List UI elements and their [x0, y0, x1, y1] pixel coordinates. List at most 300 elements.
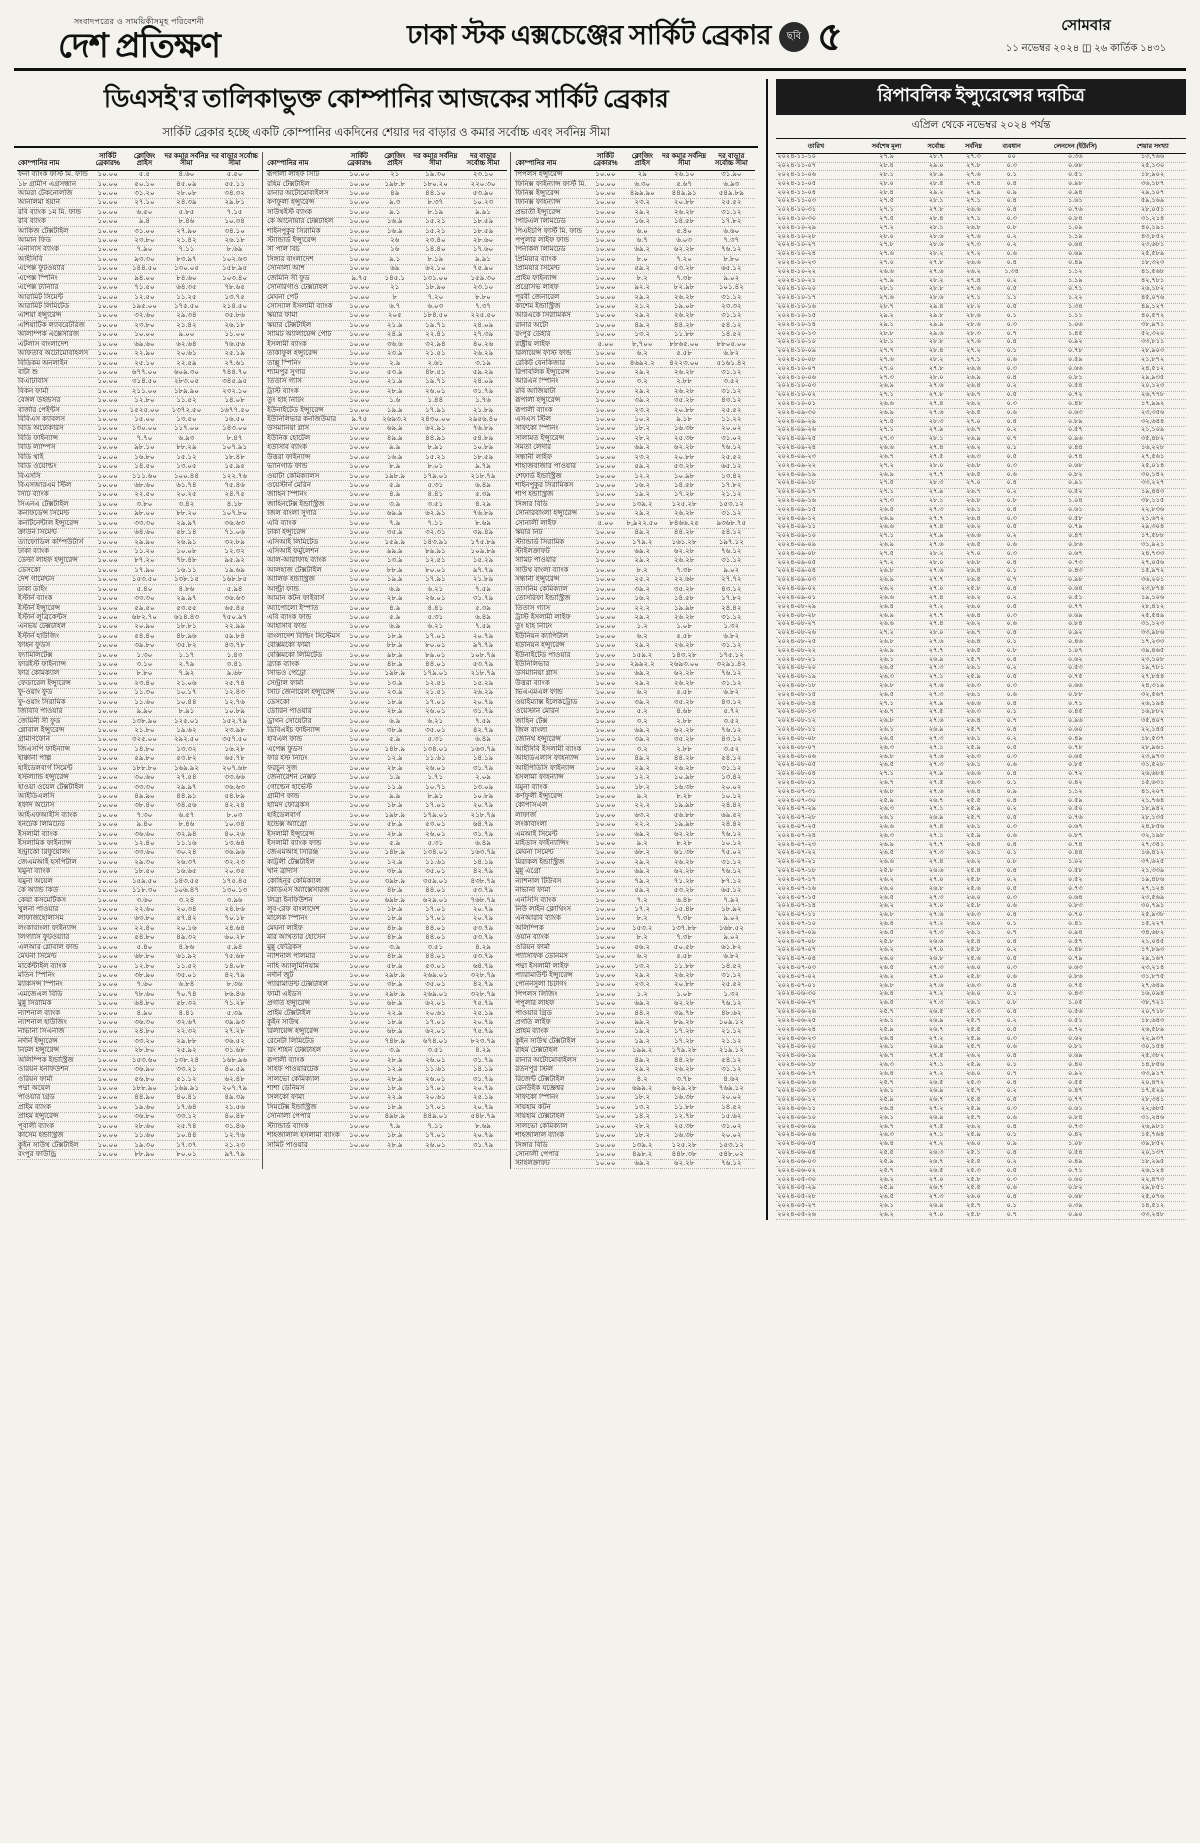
- table-row: [17, 801, 259, 810]
- cell-value: ১৯,৪৪৩: [1119, 488, 1186, 497]
- table-row: [17, 745, 259, 754]
- cell-company: এবি ব্যাংক ফান্ড: [266, 613, 341, 622]
- cell-value: ১০.০০: [89, 236, 126, 245]
- cell-value: ১৩৭২.৫০: [163, 406, 210, 415]
- table-row: [266, 547, 507, 556]
- cell-value: ২৭.৩: [955, 241, 992, 250]
- cell-value: ৩৩,২২৭: [1119, 479, 1186, 488]
- cell-value: ২৫.৭: [955, 1202, 992, 1211]
- cell-value: ০.৭২: [1031, 391, 1119, 400]
- cell-value: ৩৯.৪৯: [459, 528, 507, 537]
- table-row: [514, 1056, 755, 1065]
- table-row: [266, 1065, 507, 1074]
- cell-value: ১৮৪.৫০: [412, 311, 459, 320]
- cell-value: ৬.৪৯: [459, 481, 507, 490]
- cell-value: ০.৮৪: [1031, 1114, 1119, 1123]
- cell-value: ২৮.৯: [378, 1075, 412, 1084]
- table-row: [266, 1018, 507, 1027]
- cell-value: ১০.০০: [587, 1009, 623, 1018]
- cell-value: ২৭,৫৬১: [1119, 453, 1186, 462]
- cell-value: ১০.০০: [587, 688, 623, 697]
- cell-value: ৩১.৭৯: [459, 707, 507, 716]
- cell-value: ০.৬৪: [1031, 585, 1119, 594]
- cell-value: ২৬.২: [955, 620, 992, 629]
- cell-date: ২০২৪-০৬-১৯: [776, 1052, 855, 1061]
- cell-value: ৪৫.০৯: [163, 179, 210, 188]
- cell-value: ১০.০০: [587, 208, 623, 217]
- cell-value: ২৭.৭: [917, 576, 955, 585]
- cell-date: ২০২৪-০৭-২৩: [776, 841, 855, 850]
- cell-value: ২৬.৮: [955, 559, 992, 568]
- cell-value: ১১.৬১: [412, 858, 459, 867]
- cell-value: ১.১২: [1031, 268, 1119, 277]
- cell-value: ৬৭৪.০১: [412, 1037, 459, 1046]
- table-row: [776, 1211, 1186, 1220]
- cell-value: ১৬৭৭.৫০: [210, 406, 259, 415]
- cell-value: ২৫.৮: [856, 867, 918, 876]
- table-row: [17, 274, 259, 283]
- cell-value: ১০.০০: [341, 990, 378, 999]
- cell-value: ১০.০০: [587, 1018, 623, 1027]
- cell-company: রহিম টেক্সটাইল: [266, 179, 341, 188]
- cell-value: ১০.০০: [341, 726, 378, 735]
- cell-value: ৪৪.৯০: [126, 1093, 163, 1102]
- cell-value: ২৭.২: [917, 1105, 955, 1114]
- cell-company: রূপালী ব্যাংক: [266, 1056, 341, 1065]
- cell-company: রানার অটোমোবাইলস: [514, 1056, 587, 1065]
- cell-value: ১০.০০: [89, 302, 126, 311]
- cell-value: ১৫৩.১২: [707, 1140, 755, 1149]
- cell-value: ২০,৪৭২: [1119, 1079, 1186, 1088]
- col-low: সর্বনিম্ন: [955, 143, 992, 153]
- cell-company: শাইনপুকুর সিরামিকস: [514, 481, 587, 490]
- cell-value: ৭৬৯.১২: [707, 1084, 755, 1093]
- cell-date: ২০২৪-০৯-০৪: [776, 567, 855, 576]
- cell-value: ৩.৫২: [707, 716, 755, 725]
- cell-value: ১৫,২২৭: [1119, 920, 1186, 929]
- cell-value: ২৬.৬: [856, 823, 918, 832]
- cell-company: অলিম্পিক ইন্ডাস্ট্রিজ: [17, 1056, 89, 1065]
- cell-company: ইসলামী ফাইন্যান্স: [514, 773, 587, 782]
- cell-company: ইস্টার্ন হাউজিং: [17, 632, 89, 641]
- cell-value: ২৮.৯: [378, 830, 412, 839]
- cell-value: ২৬.১: [856, 1114, 918, 1123]
- cell-value: ২৬.২: [955, 268, 992, 277]
- cell-value: ৩১৪.৫০: [126, 377, 163, 386]
- cell-value: ০.৬: [992, 1184, 1031, 1193]
- cell-value: ২৯.২: [624, 764, 661, 773]
- cell-value: ১১৭.০০: [163, 424, 210, 433]
- cell-value: ৬৯.২: [624, 1159, 661, 1168]
- table-row: [776, 656, 1186, 665]
- cell-value: ১৮.২: [624, 1131, 661, 1140]
- cell-value: ২৬.০১: [412, 1140, 459, 1149]
- cell-value: ২৭.০: [917, 1175, 955, 1184]
- cell-company: সামিট পাওয়ার: [514, 556, 587, 565]
- cell-date: ২০২৪-১০-২১: [776, 277, 855, 286]
- cell-date: ২০২৪-০৬-২৬: [776, 1008, 855, 1017]
- table-row: [266, 858, 507, 867]
- cell-value: ৬২.৪৮: [210, 1075, 259, 1084]
- cell-value: ২৭.৫: [917, 1052, 955, 1061]
- cell-value: ২৬.৬: [955, 206, 992, 215]
- cell-company: এমজেএল বিডি: [17, 990, 89, 999]
- cell-value: ১০.০০: [587, 528, 623, 537]
- table-row: [514, 707, 755, 716]
- cell-value: ২৬.২৮: [661, 764, 708, 773]
- cell-value: ৫৯.২: [624, 886, 661, 895]
- cell-date: ২০২৪-১০-০৭: [776, 365, 855, 374]
- cell-company: ইসলামী ব্যাংক: [266, 340, 341, 349]
- cell-value: ০.৬২: [1031, 656, 1119, 665]
- cell-value: ১৪.১৯: [459, 1065, 507, 1074]
- cell-value: ৪.২৯: [459, 1046, 507, 1055]
- cell-value: ২৭.০: [917, 902, 955, 911]
- cell-value: ২৭.৭: [917, 841, 955, 850]
- cell-value: ০.৪৪: [1031, 444, 1119, 453]
- table-row: [776, 365, 1186, 374]
- cell-value: ৪০.৪৮: [210, 1112, 259, 1121]
- cell-value: ২১.১২: [707, 1037, 755, 1046]
- cell-value: ৮০.০১: [163, 1150, 210, 1159]
- cell-value: ২৮.১: [917, 197, 955, 206]
- cell-value: ৯.৯০: [126, 707, 163, 716]
- cell-value: ২৭.৪: [917, 400, 955, 409]
- cell-value: ২৭,৬৪৯: [1119, 982, 1186, 991]
- cell-value: ২৬.৪: [856, 990, 918, 999]
- cell-value: ১৮.৯: [378, 801, 412, 810]
- cell-value: ২৬.০: [955, 603, 992, 612]
- table-row: [776, 823, 1186, 832]
- cell-value: ০.৮২: [1031, 1184, 1119, 1193]
- cell-date: ২০২৪-০৭-১৮: [776, 867, 855, 876]
- cell-value: ৫৪.৪০: [126, 632, 163, 641]
- cell-value: ৬৫.৭৮: [210, 754, 259, 763]
- table-row: [17, 255, 259, 264]
- table-row: [17, 716, 259, 725]
- cell-value: ২৮.১: [917, 497, 955, 506]
- cell-date: ২০২৪-১০-০৮: [776, 356, 855, 365]
- cell-company: কাশেম ইন্ডাস্ট্রিজ: [514, 302, 587, 311]
- cell-value: ৪.৪১: [412, 603, 459, 612]
- table-row: [776, 1070, 1186, 1079]
- cell-date: ২০২৪-০৯-১২: [776, 515, 855, 524]
- col-ceiling: দর বাড়ার সর্বোচ্চ সীমা: [459, 152, 507, 170]
- cell-value: ০.৪৭: [1031, 1087, 1119, 1096]
- cell-value: ১০.০০: [587, 311, 623, 320]
- table-row: [776, 779, 1186, 788]
- cell-value: ১০৭.৯১: [210, 443, 259, 452]
- cell-value: ৬২.২৮: [661, 443, 708, 452]
- table-row: [17, 971, 259, 980]
- cell-value: ৫৩.৭৯: [459, 952, 507, 961]
- cell-value: ১০.০০: [587, 858, 623, 867]
- cell-value: ২৬.৯: [856, 611, 918, 620]
- cell-value: ১০.০০: [587, 603, 623, 612]
- cell-value: ২৮.১: [856, 285, 918, 294]
- table-row: [776, 832, 1186, 841]
- col-last-price: সর্বশেষ মূল্য: [856, 143, 918, 153]
- cell-value: ৩৬.৯৬: [210, 848, 259, 857]
- cell-value: ২০.১৬: [163, 924, 210, 933]
- cell-value: ১০.০০: [341, 481, 378, 490]
- cell-company: শার্প ইন্ডাস্ট্রিজ: [514, 490, 587, 499]
- table-row: [776, 1167, 1186, 1176]
- cell-company: প্রাইম ফাইন্যান্স: [514, 274, 587, 283]
- cell-value: ৩.৫২: [707, 745, 755, 754]
- cell-company: শেফার্ড ইন্ডাস্ট্রিজ: [514, 472, 587, 481]
- cell-value: ০.৭১: [1031, 1167, 1119, 1176]
- cell-value: ২৭.৩: [917, 691, 955, 700]
- cell-value: ১০.০০: [89, 745, 126, 754]
- cell-value: ৩৮.৯০: [126, 971, 163, 980]
- table-row: [514, 575, 755, 584]
- cell-value: ২৩,৯৭৩: [1119, 752, 1186, 761]
- col-floor: দর কমার সর্বনিম্ন সীমা: [163, 152, 210, 170]
- table-row: [514, 848, 755, 857]
- cell-value: ১১.৬১: [412, 754, 459, 763]
- table-row: [17, 1150, 259, 1159]
- cell-value: ৮,৯২২.৫০: [624, 519, 661, 528]
- cell-value: ২৭.৪: [917, 620, 955, 629]
- cell-value: ১০.০০: [587, 368, 623, 377]
- table-row: [17, 603, 259, 612]
- cell-company: এপেক্স ট্যানারি: [17, 283, 89, 292]
- cell-value: ২২.৫৯: [163, 358, 210, 367]
- cell-value: ২৬.৫: [955, 541, 992, 550]
- cell-value: ২৬.৯: [856, 576, 918, 585]
- cell-value: ২.৮৮: [661, 377, 708, 386]
- cell-value: ০.৯১: [1031, 479, 1119, 488]
- cell-value: ০.৩: [992, 893, 1031, 902]
- cell-date: ২০২৪-০৯-০২: [776, 585, 855, 594]
- table-row: [776, 329, 1186, 338]
- cell-value: ২০.০২: [707, 1131, 755, 1140]
- cell-value: ২৫.৫: [955, 1184, 992, 1193]
- cell-company: আরামিট লিমিটেড: [17, 302, 89, 311]
- cell-value: ২০.০২: [707, 1093, 755, 1102]
- cell-value: ১১.৮৮: [661, 1103, 708, 1112]
- cell-company: বাটা শু: [17, 368, 89, 377]
- cell-company: যমুনা ব্যাংক: [514, 782, 587, 791]
- cell-value: ১৮.৯: [378, 905, 412, 914]
- cell-value: ৮.৯১: [163, 707, 210, 716]
- cell-date: ২০২৪-০৭-২১: [776, 858, 855, 867]
- logo-tagline: সংবাদপত্রের ও সাময়িকীসমূহ পরিবেশনী: [73, 17, 205, 26]
- cell-value: ২৫.৮: [955, 585, 992, 594]
- cell-value: ৭৪৪.৭০: [210, 368, 259, 377]
- cell-date: ২০২৪-০৭-২৫: [776, 823, 855, 832]
- table-row: [266, 472, 507, 481]
- cell-value: ২৫.৮: [955, 946, 992, 955]
- cell-value: ২১.৪২: [163, 236, 210, 245]
- cell-company: রিলায়েন্স ইন্স্যুরেন্স: [266, 1027, 341, 1036]
- cell-value: ৫৮.৯: [378, 820, 412, 829]
- cell-value: ১৭৯.২: [624, 537, 661, 546]
- cell-value: ১৬.৯: [378, 227, 412, 236]
- cell-value: ৪২.২৪: [210, 801, 259, 810]
- cell-value: ০.২: [992, 382, 1031, 391]
- cell-value: ০.৫: [992, 285, 1031, 294]
- cell-value: ৬৯.২: [624, 726, 661, 735]
- cell-value: ১০.০০: [587, 462, 623, 471]
- cell-value: ১০.০০: [89, 415, 126, 424]
- cell-value: ৭৬.১২: [707, 867, 755, 876]
- cell-value: ১৭৫.১২: [707, 651, 755, 660]
- cell-value: ২৬.০: [856, 955, 918, 964]
- table-row: [514, 1046, 755, 1055]
- cell-date: ২০২৪-১০-১৩: [776, 329, 855, 338]
- cell-value: ৩৬,২০১: [1119, 576, 1186, 585]
- cell-value: ৪৪৯.৯১: [661, 189, 708, 198]
- table-row: [514, 905, 755, 914]
- cell-value: ১০.০০: [341, 566, 378, 575]
- cell-company: স্কয়ার ফার্মা: [266, 311, 341, 320]
- table-row: [17, 396, 259, 405]
- cell-value: ৩১,২৪৬: [1119, 1114, 1186, 1123]
- cell-company: লাফার্জহোলসিম: [17, 914, 89, 923]
- table-row: [266, 971, 507, 980]
- table-row: [776, 391, 1186, 400]
- cell-value: ১০.০০: [341, 660, 378, 669]
- cell-value: ১৬.৮০: [126, 453, 163, 462]
- cell-value: ১০.০০: [89, 782, 126, 791]
- cell-value: ১০.০০: [89, 877, 126, 886]
- cell-value: ২৪.০৯: [459, 321, 507, 330]
- cell-company: প্রগতি ইন্স্যুরেন্স: [266, 999, 341, 1008]
- cell-date: ২০২৪-০৮-০৬: [776, 752, 855, 761]
- cell-value: ১৭.০১: [412, 905, 459, 914]
- cell-value: ৬২.২৮: [661, 547, 708, 556]
- table-row: [514, 585, 755, 594]
- table-row: [776, 1184, 1186, 1193]
- cell-date: ২০২৪-১০-২৮: [776, 233, 855, 242]
- cell-value: ২৯.৩৪: [163, 311, 210, 320]
- cell-value: ১০.০০: [89, 764, 126, 773]
- cell-value: ৩৫.২৮: [661, 396, 708, 405]
- cell-value: ০.৬: [992, 356, 1031, 365]
- cell-value: ২৫.৯: [856, 1096, 918, 1105]
- cell-value: ১০৯.১২: [707, 1018, 755, 1027]
- table-row: [776, 973, 1186, 982]
- cell-date: ২০২৪-০৯-০৩: [776, 576, 855, 585]
- cell-value: ২৮.০: [917, 559, 955, 568]
- table-row: [266, 349, 507, 358]
- cell-value: ১৪৪.৫০: [126, 264, 163, 273]
- cell-value: ১৬৩.৭৯: [459, 848, 507, 857]
- table-row: [17, 566, 259, 575]
- cell-value: ১.৬: [378, 396, 412, 405]
- cell-value: ১০.০০: [341, 1037, 378, 1046]
- cell-date: ২০২৪-১০-২৭: [776, 241, 855, 250]
- cell-value: ১২.৮০: [126, 396, 163, 405]
- cell-company: সিটি ব্যাংক: [17, 490, 89, 499]
- cell-value: ২৬.২৮: [661, 208, 708, 217]
- cell-value: ০.২: [992, 735, 1031, 744]
- cell-value: ২৫.৩: [955, 1079, 992, 1088]
- cell-value: ১০.০০: [341, 1103, 378, 1112]
- cell-value: ২৪,৭৩৩: [1119, 550, 1186, 559]
- cell-value: ৮.৬৯: [459, 1122, 507, 1131]
- cell-value: ১০.০০: [89, 895, 126, 904]
- cell-value: ৯.১: [378, 208, 412, 217]
- table-row: [514, 566, 755, 575]
- cell-value: ৫.৪০: [126, 585, 163, 594]
- cell-value: ১৭.৮২: [707, 481, 755, 490]
- cell-value: ৭.৩৭: [459, 302, 507, 311]
- table-row: [776, 638, 1186, 647]
- table-row: [266, 848, 507, 857]
- cell-value: ৮.৪৭: [210, 434, 259, 443]
- cell-value: ১০.৩৪: [210, 217, 259, 226]
- cell-value: ২৬.৯: [856, 647, 918, 656]
- col-close: ক্লোজিং প্রাইস: [126, 152, 163, 170]
- table-row: [776, 444, 1186, 453]
- cell-date: ২০২৪-০৮-১৯: [776, 673, 855, 682]
- cell-value: ৩২৯১.৪২: [707, 660, 755, 669]
- cell-value: ১৩.০৫: [163, 462, 210, 471]
- cell-value: ২৬.০: [955, 1140, 992, 1149]
- table-row: [776, 1105, 1186, 1114]
- table-row: [514, 867, 755, 876]
- cell-value: ৪০,৫৭২: [1119, 312, 1186, 321]
- cell-value: ১১.৩০: [126, 688, 163, 697]
- cell-value: ১০.০০: [89, 830, 126, 839]
- cell-value: ২৫.৯: [955, 673, 992, 682]
- cell-value: ১০.০০: [587, 792, 623, 801]
- cell-value: ২৫.৭: [955, 656, 992, 665]
- cell-value: ৩৫.২৮: [661, 698, 708, 707]
- cell-value: ২৪.৮০: [126, 1027, 163, 1036]
- cell-value: ১০.০০: [341, 971, 378, 980]
- cell-value: ২৬.৩: [917, 1149, 955, 1158]
- cell-value: ৩৬.৬৩: [210, 519, 259, 528]
- table-row: [17, 537, 259, 546]
- cell-value: ৬.৯৩: [707, 179, 755, 188]
- price-history-section: [766, 79, 1186, 1220]
- cell-value: ২৩২.১০: [210, 387, 259, 396]
- cell-company: সী পার্ল বিচ: [266, 245, 341, 254]
- table-row: [776, 374, 1186, 383]
- cell-date: ২০২৪-০৬-০৫: [776, 1140, 855, 1149]
- cell-company: যমুনা ব্যাংক: [17, 867, 89, 876]
- cell-value: ২৬.৯: [955, 435, 992, 444]
- cell-value: ০.৪: [992, 938, 1031, 947]
- table-row: [776, 567, 1186, 576]
- cell-company: বিএসসি: [17, 472, 89, 481]
- cell-value: ১২৫.২৮: [661, 500, 708, 509]
- cell-value: ১০.০০: [89, 170, 126, 179]
- cell-value: ৩২৮.৭৯: [459, 990, 507, 999]
- cell-value: ১০.০০: [587, 415, 623, 424]
- cell-date: ২০২৪-০৭-১৭: [776, 876, 855, 885]
- cell-value: ০.৩: [992, 1175, 1031, 1184]
- cell-value: ৭১.০৬: [210, 528, 259, 537]
- cell-company: আইসিবি ইসলামী ব্যাংক: [514, 745, 587, 754]
- cell-value: ১০.০০: [341, 782, 378, 791]
- cell-value: ১৪.১৯: [459, 754, 507, 763]
- circuit-badge-icon: ছবি: [779, 22, 809, 52]
- cell-value: ১৯.৭১: [412, 377, 459, 386]
- table-row: [514, 434, 755, 443]
- table-row: [17, 1075, 259, 1084]
- cell-value: ৮৮.২৯: [163, 443, 210, 452]
- cell-company: ইউনাইটেড ইন্স্যুরেন্স: [266, 406, 341, 415]
- cell-value: ১০.০০: [89, 462, 126, 471]
- cell-value: ৩৫,৪০৭: [1119, 717, 1186, 726]
- cell-value: ১০.০০: [341, 980, 378, 989]
- cell-value: ৬৫.১২: [707, 886, 755, 895]
